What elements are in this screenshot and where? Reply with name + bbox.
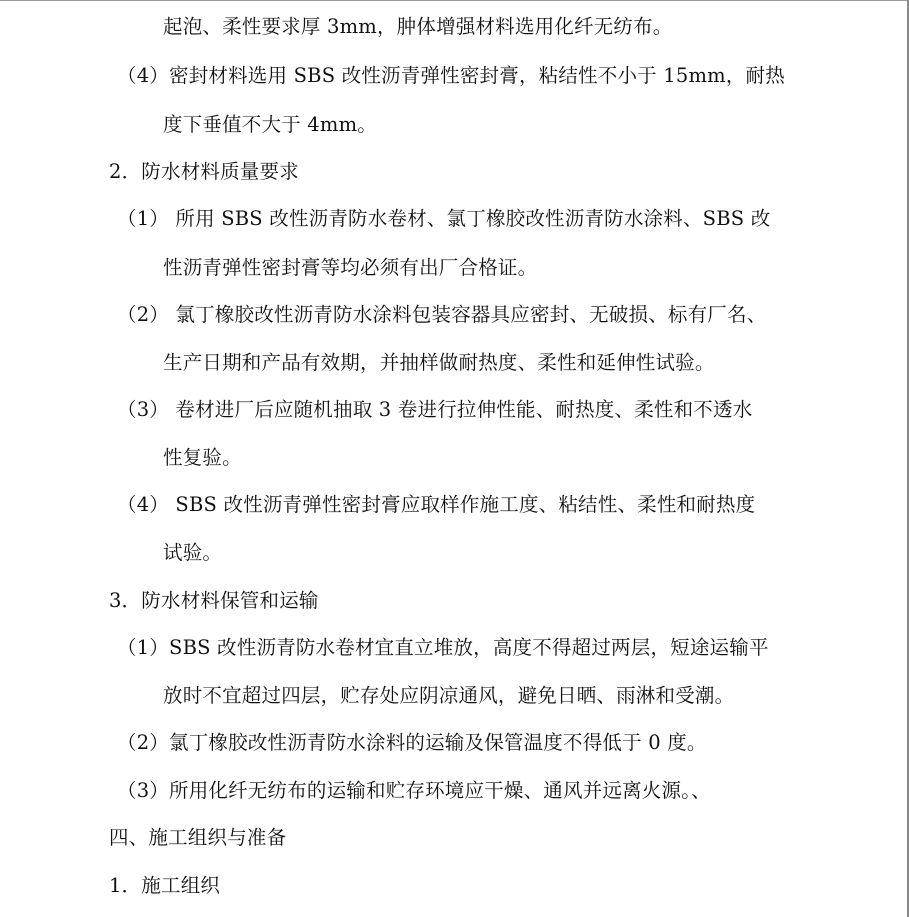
body-line: 性沥青弹性密封膏等均必须有出厂合格证。: [163, 256, 538, 279]
section-heading: 3．防水材料保管和运输: [109, 589, 319, 612]
list-item-line: （3） 卷材进厂后应随机抽取 3 卷进行拉伸性能、耐热度、柔性和不透水: [117, 398, 753, 421]
section-heading: 2．防水材料质量要求: [109, 160, 299, 183]
body-line: 度下垂值不大于 4mm。: [163, 113, 377, 136]
body-line: 性复验。: [163, 446, 242, 469]
body-line: 试验。: [163, 541, 223, 564]
page-top-border: [0, 0, 909, 1]
section-heading: 1．施工组织: [109, 874, 221, 897]
list-item-line: （4） SBS 改性沥青弹性密封膏应取样作施工度、粘结性、柔性和耐热度: [117, 493, 756, 516]
body-line: 起泡、柔性要求厚 3mm，肿体增强材料选用化纤无纺布。: [163, 15, 673, 38]
list-item-line: （1） 所用 SBS 改性沥青防水卷材、氯丁橡胶改性沥青防水涂料、SBS 改: [117, 207, 771, 230]
list-item-line: （3）所用化纤无纺布的运输和贮存环境应干燥、通风并远离火源。、: [117, 779, 711, 802]
list-item-line: （1）SBS 改性沥青防水卷材宜直立堆放，高度不得超过两层，短途运输平: [117, 636, 769, 659]
body-line: 生产日期和产品有效期，并抽样做耐热度、柔性和延伸性试验。: [163, 351, 715, 374]
body-line: 放时不宜超过四层，贮存处应阴凉通风，避免日晒、雨淋和受潮。: [163, 684, 735, 707]
list-item-line: （2） 氯丁橡胶改性沥青防水涂料包装容器具应密封、无破损、标有厂名、: [117, 303, 767, 326]
list-item-line: （2）氯丁橡胶改性沥青防水涂料的运输及保管温度不得低于 0 度。: [117, 731, 707, 754]
list-item-line: （4）密封材料选用 SBS 改性沥青弹性密封膏，粘结性不小于 15mm，耐热: [117, 64, 785, 87]
chapter-heading: 四、施工组织与准备: [109, 826, 287, 849]
